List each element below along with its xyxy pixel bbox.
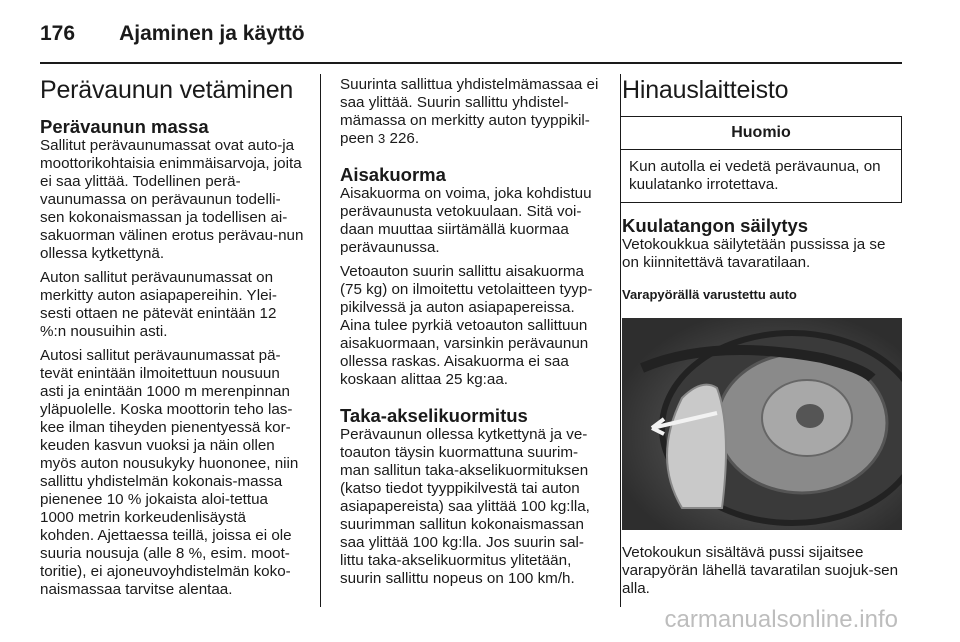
section-title: Perävaunun vetäminen bbox=[40, 76, 294, 104]
paragraph: Vetoauton suurin sallittu aisakuorma (75 kg) on ilmoitettu vetolaitteen tyyp-pikilvessä ja auton asiapapereissa. Aina tulee pyrkiä vetoauton sallittuun aisakuormaan, varsinkin perävaunun ollessa raskas. Aisakuorma ei saa koskaan alittaa 25 kg:aa. bbox=[340, 263, 593, 388]
paragraph: Vetokoukun sisältävä pussi sijaitsee varapyörän lähellä tavaratilan suojuk-sen alla. bbox=[622, 544, 899, 597]
paragraph: Autosi sallitut perävaunumassat pä-tevät enintään ilmoitettuun nousuun asti ja enintään 1000 m merenpinnan yläpuolelle. Koska moottorin teho las-kee ilman tiheyden pienentyessä kor-keuden kasvun vuoksi ja näin ollen myös auton nousukyky huononee, niin sallittu yhdistelmän kokonais-massa pienenee 10 % jokaista aloi-tettua 1000 metrin korkeudenlisäystä kohden. Ajettaessa teillä, joissa ei ole suuria nousuja (alle 8 %, esim. moot-toritie), ei ajoneuvoyhdistelmän koko-naismassaa tarvitse alentaa. bbox=[40, 347, 299, 598]
page-reference: 226. bbox=[389, 130, 420, 147]
note-box bbox=[620, 116, 902, 203]
paragraph-text: Suurinta sallittua yhdistelmämassaa ei saa ylittää. Suurin sallittu yhdistel-mämassa on merkitty auton tyyppikil-peen bbox=[340, 76, 599, 147]
column-3 bbox=[620, 76, 902, 604]
paragraph: Sallitut perävaunumassat ovat auto-ja moottorikohtaisia enimmäisarvoja, joita ei saa ylittää. Todellinen perä-vaunumassa on perävaunun todelli-sen kokonaismassan ja todellisen ai-sakuorman välinen erotus perävau-nun ollessa kytkettynä. bbox=[40, 137, 304, 262]
page-header bbox=[40, 22, 305, 46]
watermark: carmanualsonline.info bbox=[664, 606, 898, 633]
sub-heading: Varapyörällä varustettu auto bbox=[622, 287, 797, 302]
spare-wheel-photo bbox=[622, 318, 902, 530]
page-reference-icon: 3 bbox=[378, 131, 386, 146]
paragraph: Aisakuorma on voima, joka kohdistuu perävaunusta vetokuulaan. Sitä voi-daan muuttaa siirtämällä kuormaa perävaunussa. bbox=[340, 185, 592, 256]
subsection-heading: Taka-akselikuormitus bbox=[340, 405, 528, 426]
column-divider bbox=[320, 74, 321, 607]
paragraph: Auton sallitut perävaunumassat on merkitty auton asiapapereihin. Ylei-sesti ottaen ne pätevät enintään 12 %:n nousuihin asti. bbox=[40, 269, 277, 340]
page-number: 176 bbox=[40, 22, 76, 45]
header-rule bbox=[40, 62, 902, 64]
subsection-heading: Kuulatangon säilytys bbox=[622, 215, 809, 236]
column-2 bbox=[340, 76, 604, 594]
paragraph: Perävaunun ollessa kytkettynä ja ve-toauton täysin kuormattuna suurim-man sallitun taka-akselikuormituksen (katso tiedot tyyppikilvestä tai auton asiapapereista) saa ylittää 100 kg:lla, suurimman sallitun kokonaismassan saa ylittää 100 kg:lla. Jos suurin sal-littu taka-akselikuormitus ylitetään, suurin sallittu nopeus on 100 km/h. bbox=[340, 426, 590, 587]
section-title: Hinauslaitteisto bbox=[622, 76, 789, 104]
subsection-heading: Aisakuorma bbox=[340, 164, 446, 185]
paragraph bbox=[340, 76, 604, 148]
chapter-title: Ajaminen ja käyttö bbox=[119, 22, 305, 45]
paragraph: Vetokoukkua säilytetään pussissa ja se on kiinnitettävä tavaratilaan. bbox=[622, 236, 886, 271]
subsection-heading: Perävaunun massa bbox=[40, 116, 209, 137]
column-1 bbox=[40, 76, 304, 605]
note-body: Kun autolla ei vedetä perävaunua, on kuulatanko irrotettava. bbox=[629, 158, 881, 193]
note-title: Huomio bbox=[621, 117, 901, 150]
